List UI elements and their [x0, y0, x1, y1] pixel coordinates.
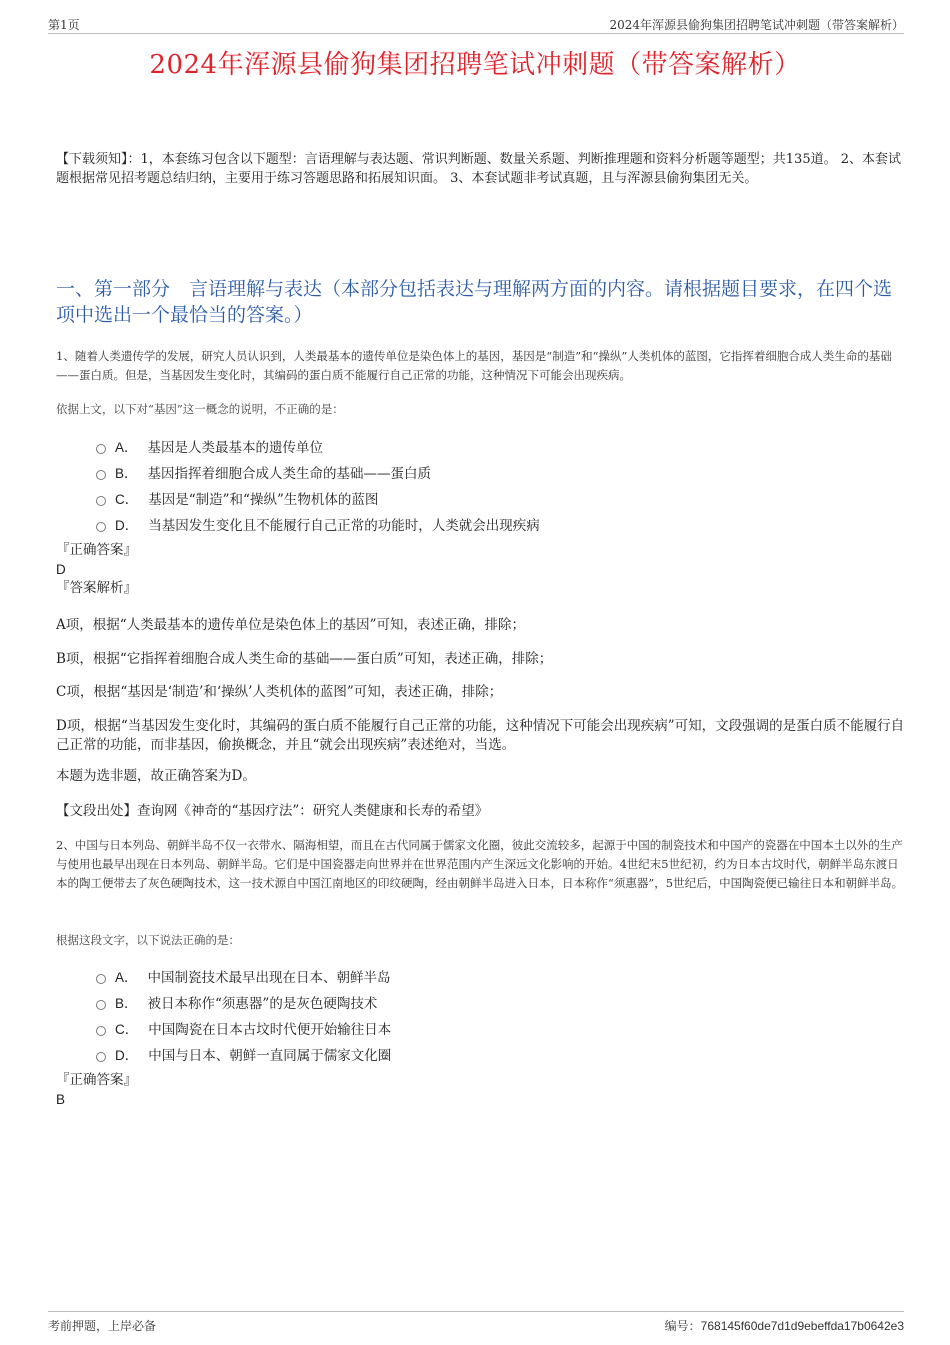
option-letter: C．: [115, 492, 139, 507]
document-title: 2024年浑源县偷狗集团招聘笔试冲刺题（带答案解析）: [149, 50, 801, 80]
q1-options: [96, 433, 896, 537]
q1-analysis-conclusion: 本题为选非题，故正确答案为D。: [56, 768, 256, 784]
q2-answer-block: [56, 1071, 906, 1109]
q1-answer: D: [56, 562, 66, 577]
page-header: [48, 14, 904, 34]
q2-prompt: 根据这段文字，以下说法正确的是：: [56, 933, 240, 947]
q1-source: 【文段出处】查询网《神奇的“基因疗法”：研究人类健康和长寿的希望》: [56, 803, 489, 819]
q1-analysis-d: D项，根据“当基因发生变化时，其编码的蛋白质不能履行自己正常的功能，这种情况下可能会出现疾病”可知，文段强调的是蛋白质不能履行自己正常的功能，而非基因，偷换概念，并且“就会出现疾病”表述绝对，当选。: [56, 718, 905, 753]
q2-option-c[interactable]: [96, 1015, 896, 1041]
option-text: 基因指挥着细胞合成人类生命的基础——蛋白质: [147, 466, 432, 482]
radio-icon[interactable]: [96, 1026, 106, 1036]
q2-answer-label: 『正确答案』: [56, 1072, 137, 1088]
q1-analysis-b: B项，根据“它指挥着细胞合成人类生命的基础——蛋白质”可知，表述正确，排除；: [56, 651, 553, 667]
radio-icon[interactable]: [96, 1052, 106, 1062]
q2-prompt-block: [56, 931, 906, 950]
q2-answer: B: [56, 1092, 66, 1107]
radio-icon[interactable]: [96, 496, 106, 506]
option-letter: B．: [115, 996, 138, 1011]
q1-answer-label: 『正确答案』: [56, 542, 137, 558]
q1-option-c[interactable]: [96, 485, 896, 511]
option-letter: B．: [115, 466, 138, 481]
option-text: 中国陶瓷在日本古坟时代便开始输往日本: [148, 1022, 392, 1038]
q2-option-d[interactable]: [96, 1041, 896, 1067]
q1-prompt-block: [56, 400, 906, 419]
q2-option-a[interactable]: [96, 963, 896, 989]
q1-answer-block: [56, 541, 906, 598]
option-letter: D．: [115, 1048, 139, 1063]
q1-analysis-c: C项，根据“基因是‘制造’和‘操纵’人类机体的蓝图”可知，表述正确，排除；: [56, 684, 503, 700]
q2-option-b[interactable]: [96, 989, 896, 1015]
q1-option-b[interactable]: [96, 459, 896, 485]
radio-icon[interactable]: [96, 470, 106, 480]
option-letter: D．: [115, 518, 139, 533]
q2-text: 2、中国与日本列岛、朝鲜半岛不仅一衣带水、隔海相望，而且在古代同属于儒家文化圈，彼此交流较多，起源于中国的制瓷技术和中国产的瓷器在中国本土以外的生产与使用也最早出现在日本列岛、朝鲜半岛。它们是中国瓷器走向世界并在世界范围内产生深远文化影响的开始。4世纪末5世纪初，约为日本古坟时代，朝鲜半岛东渡日本的陶工便带去了灰色硬陶技术，这一技术源自中国江南地区的印纹硬陶，经由朝鲜半岛进入日本，日本称作“须惠器”，5世纪后，中国陶瓷便已输往日本和朝鲜半岛。: [56, 838, 904, 890]
q1-text: 1、随着人类遗传学的发展，研究人员认识到，人类最基本的遗传单位是染色体上的基因，基因是“制造”和“操纵”人类机体的蓝图，它指挥着细胞合成人类生命的基础——蛋白质。但是，当基因发生变化时，其编码的蛋白质不能履行自己正常的功能，这种情况下可能会出现疾病。: [56, 349, 892, 382]
page-number: 第1页: [48, 18, 80, 32]
option-text: 基因是人类最基本的遗传单位: [147, 440, 324, 456]
q2-options: [96, 963, 896, 1067]
option-text: 基因是“制造”和“操纵”生物机体的蓝图: [148, 492, 379, 508]
q1-option-d[interactable]: [96, 511, 896, 537]
option-letter: A．: [115, 440, 138, 455]
section-title: 一、第一部分 言语理解与表达（本部分包括表达与理解两方面的内容。请根据题目要求，在四个选项中选出一个最恰当的答案。）: [56, 278, 893, 326]
download-notice: 【下载须知】：1，本套练习包含以下题型：言语理解与表达题、常识判断题、数量关系题、判断推理题和资料分析题等题型；共135道。 2、本套试题根据常见招考题总结归纳，主要用于练习答题思路和拓展知识面。 3、本套试题非考试真题，且与浑源县偷狗集团无关。: [56, 152, 901, 186]
option-text: 当基因发生变化且不能履行自己正常的功能时，人类就会出现疾病: [148, 518, 540, 534]
footer-slogan: 考前押题，上岸必备: [48, 1319, 157, 1333]
option-letter: C．: [115, 1022, 139, 1037]
page-footer: [48, 1311, 904, 1335]
radio-icon[interactable]: [96, 522, 106, 532]
footer-code-value: 768145f60de7d1d9ebeffda17b0642e3: [700, 1319, 904, 1333]
q1-prompt: 依据上文，以下对“基因”这一概念的说明，不正确的是：: [56, 402, 344, 416]
footer-code-label: 编号：: [664, 1319, 701, 1333]
q1-analysis-label: 『答案解析』: [56, 580, 137, 596]
radio-icon[interactable]: [96, 444, 106, 454]
q2-text-block: [56, 836, 906, 893]
radio-icon[interactable]: [96, 1000, 106, 1010]
q1-text-block: [56, 347, 906, 385]
header-doc-name: 2024年浑源县偷狗集团招聘笔试冲刺题（带答案解析）: [609, 18, 904, 32]
q1-option-a[interactable]: [96, 433, 896, 459]
option-letter: A．: [115, 970, 138, 985]
option-text: 中国制瓷技术最早出现在日本、朝鲜半岛: [147, 970, 391, 986]
q1-analysis-a: A项，根据“人类最基本的遗传单位是染色体上的基因”可知，表述正确，排除；: [56, 617, 526, 633]
option-text: 中国与日本、朝鲜一直同属于儒家文化圈: [148, 1048, 392, 1064]
footer-code: [665, 1317, 904, 1334]
radio-icon[interactable]: [96, 974, 106, 984]
option-text: 被日本称作“须惠器”的是灰色硬陶技术: [147, 996, 378, 1012]
